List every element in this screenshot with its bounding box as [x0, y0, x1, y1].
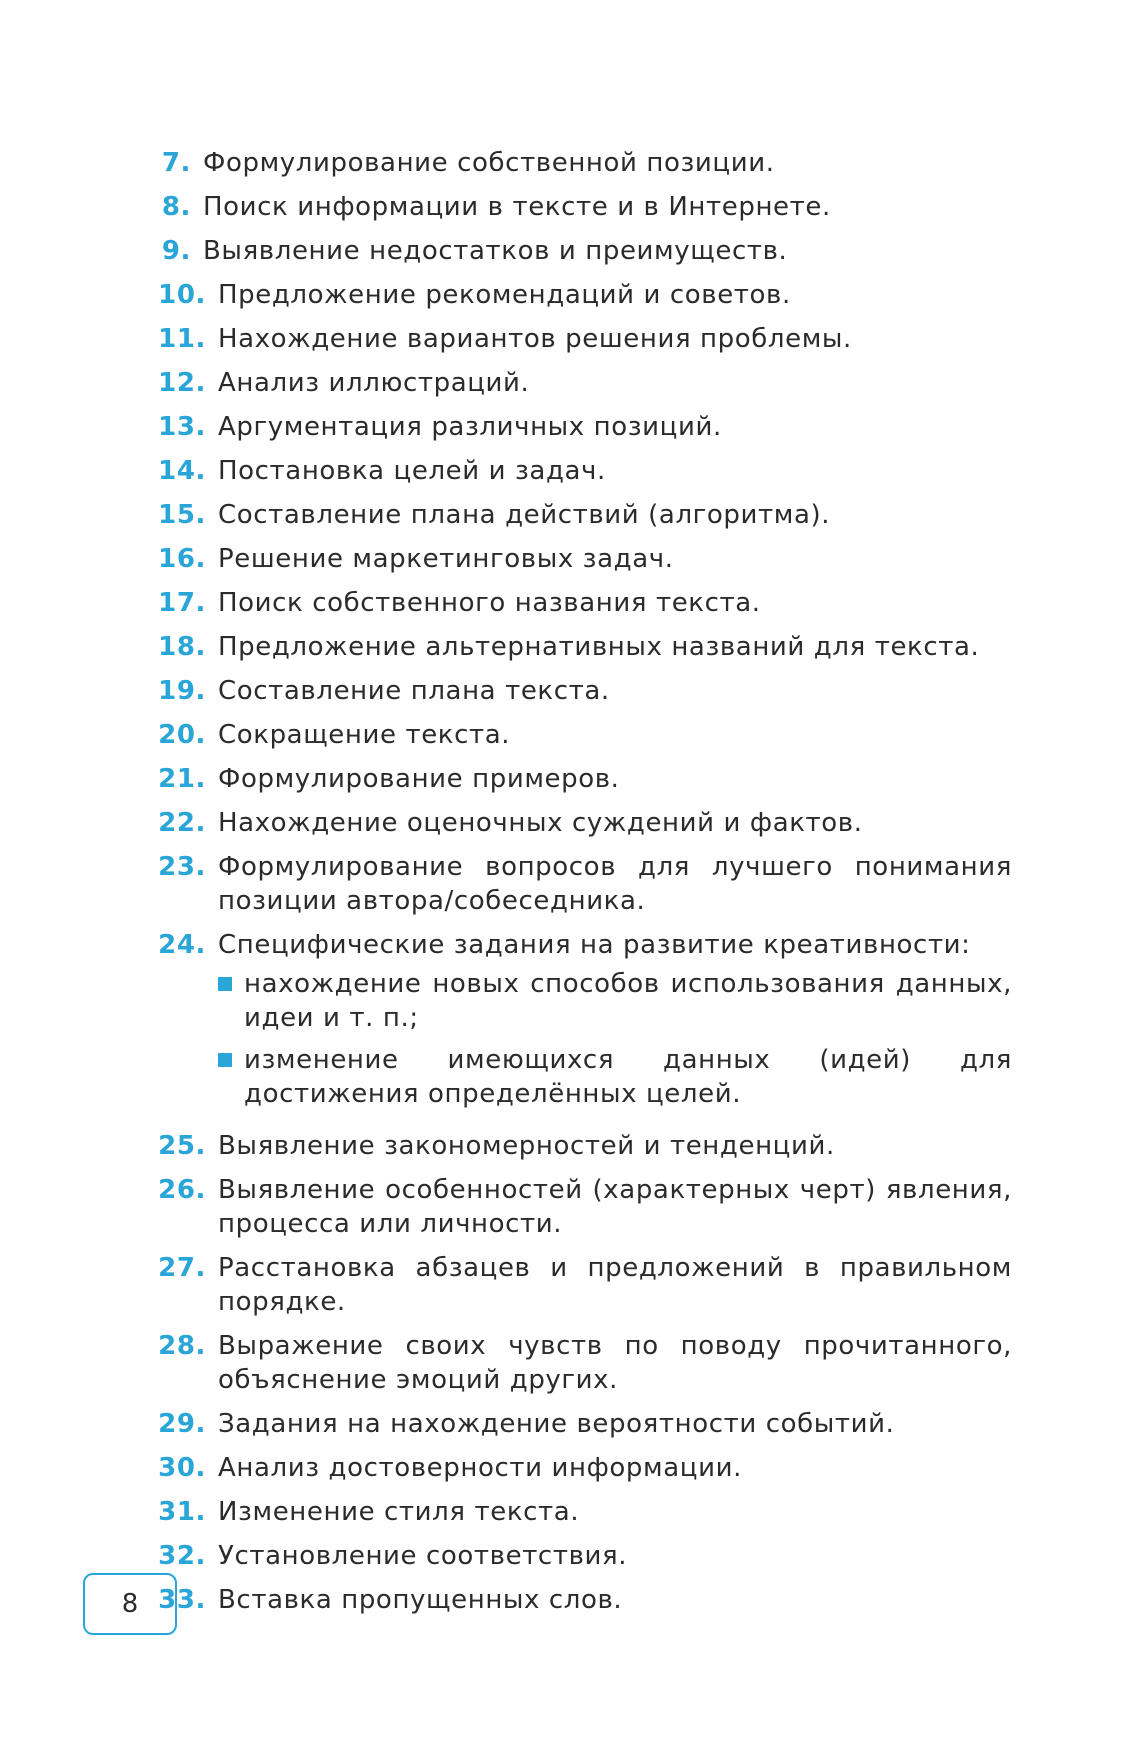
square-bullet-icon	[218, 1043, 244, 1077]
item-text: Нахождение вариантов решения проблемы.	[218, 324, 852, 354]
list-item	[150, 762, 1012, 796]
item-number: 12.	[158, 368, 206, 398]
item-text: Нахождение оценочных суждений и фактов.	[218, 808, 863, 838]
page-number: 8	[83, 1573, 177, 1635]
sub-item	[218, 1043, 1012, 1111]
item-text: Анализ достоверности информации.	[218, 1453, 742, 1483]
item-number: 22.	[158, 808, 206, 838]
item-text: Выявление недостатков и преимуществ.	[203, 236, 788, 266]
item-body	[218, 928, 1012, 1119]
list-item	[150, 542, 1012, 576]
item-text: Предложение рекомендаций и советов.	[218, 280, 791, 310]
item-number: 32.	[158, 1541, 206, 1571]
list-item	[150, 1251, 1012, 1319]
list-item	[150, 1173, 1012, 1241]
item-text: Аргументация различных позиций.	[218, 412, 722, 442]
list-item	[150, 1451, 1012, 1485]
item-number: 31.	[158, 1497, 206, 1527]
list-item	[150, 190, 1012, 224]
item-number: 15.	[158, 500, 206, 530]
item-text: Формулирование примеров.	[218, 764, 620, 794]
item-text: Поиск информации в тексте и в Интернете.	[203, 192, 831, 222]
item-text: Предложение альтернативных названий для текста.	[218, 632, 980, 662]
item-text: Поиск собственного названия текста.	[218, 588, 761, 618]
list-item	[150, 146, 1012, 180]
square-bullet-icon	[218, 967, 244, 1001]
list-item	[150, 806, 1012, 840]
item-number: 20.	[158, 720, 206, 750]
creativity-sublist	[218, 967, 1012, 1111]
item-number: 10.	[158, 280, 206, 310]
list-item	[150, 1583, 1012, 1617]
item-number: 23.	[158, 852, 206, 882]
list-item	[150, 1495, 1012, 1529]
item-number: 28.	[158, 1331, 206, 1361]
list-item	[150, 1539, 1012, 1573]
list-item	[150, 718, 1012, 752]
sub-item	[218, 967, 1012, 1035]
item-number: 14.	[158, 456, 206, 486]
item-number: 7.	[161, 148, 191, 178]
item-text: Формулирование вопросов для лучшего понимания позиции автора/собеседника.	[218, 852, 1012, 916]
item-number: 27.	[158, 1253, 206, 1283]
item-text: Специфические задания на развитие креативности:	[218, 930, 971, 960]
item-number: 21.	[158, 764, 206, 794]
item-text: Анализ иллюстраций.	[218, 368, 530, 398]
item-text: Составление плана действий (алгоритма).	[218, 500, 831, 530]
list-item	[150, 278, 1012, 312]
item-number: 18.	[158, 632, 206, 662]
item-number: 11.	[158, 324, 206, 354]
list-item	[150, 586, 1012, 620]
list-item	[150, 322, 1012, 356]
item-text: Изменение стиля текста.	[218, 1497, 580, 1527]
item-text: Расстановка абзацев и предложений в правильном порядке.	[218, 1253, 1012, 1317]
item-number: 8.	[161, 192, 191, 222]
item-number: 24.	[158, 930, 206, 960]
item-number: 26.	[158, 1175, 206, 1205]
item-text: Выявление особенностей (характерных черт) явления, процесса или личности.	[218, 1175, 1012, 1239]
item-text: Формулирование собственной позиции.	[203, 148, 775, 178]
item-text: Постановка целей и задач.	[218, 456, 606, 486]
item-text: Задания на нахождение вероятности событий.	[218, 1409, 895, 1439]
list-item	[150, 1129, 1012, 1163]
list-item	[150, 674, 1012, 708]
list-item	[150, 630, 1012, 664]
sub-item-text: нахождение новых способов использования данных, идеи и т. п.;	[244, 969, 1012, 1033]
item-number: 13.	[158, 412, 206, 442]
list-item	[150, 454, 1012, 488]
list-item	[150, 850, 1012, 918]
item-text: Вставка пропущенных слов.	[218, 1585, 623, 1615]
list-item	[150, 1329, 1012, 1397]
item-text: Выявление закономерностей и тенденций.	[218, 1131, 835, 1161]
list-item	[150, 1407, 1012, 1441]
item-number: 9.	[161, 236, 191, 266]
item-number: 33.	[158, 1585, 206, 1615]
list-item	[150, 498, 1012, 532]
list-item	[150, 366, 1012, 400]
item-number: 25.	[158, 1131, 206, 1161]
item-text: Решение маркетинговых задач.	[218, 544, 674, 574]
list-item	[150, 234, 1012, 268]
item-text: Сокращение текста.	[218, 720, 511, 750]
list-item-creativity	[150, 928, 1012, 1119]
item-text: Выражение своих чувств по поводу прочитанного, объяснение эмоций других.	[218, 1331, 1012, 1395]
item-text: Установление соответствия.	[218, 1541, 628, 1571]
sub-item-text: изменение имеющихся данных (идей) для достижения определённых целей.	[244, 1045, 1012, 1109]
item-number: 19.	[158, 676, 206, 706]
skills-list	[150, 146, 1012, 1627]
item-text: Составление плана текста.	[218, 676, 610, 706]
item-number: 30.	[158, 1453, 206, 1483]
item-number: 17.	[158, 588, 206, 618]
list-item	[150, 410, 1012, 444]
item-number: 29.	[158, 1409, 206, 1439]
item-number: 16.	[158, 544, 206, 574]
